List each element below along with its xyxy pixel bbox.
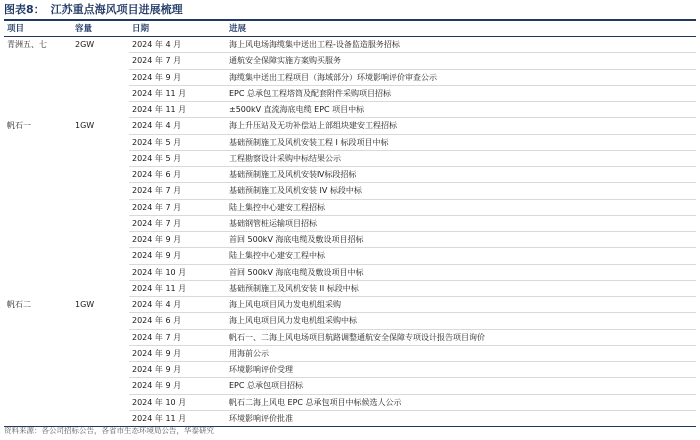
header-capacity: 容量: [72, 20, 129, 37]
cell-capacity: [72, 232, 129, 248]
cell-date: 2024 年 6 月: [129, 313, 226, 329]
cell-progress: EPC 总承包项目招标: [226, 378, 696, 394]
table-row: [4, 329, 696, 345]
cell-progress: 海上风电场海缆集中送出工程-设备监造服务招标: [226, 37, 696, 53]
cell-capacity: [72, 280, 129, 296]
cell-capacity: [72, 313, 129, 329]
header-progress: 进展: [226, 20, 696, 37]
figure-title-text: 江苏重点海风项目进展梳理: [50, 3, 183, 16]
cell-project-name: [4, 394, 72, 410]
header-name: 项目: [4, 20, 72, 37]
cell-project-name: [4, 362, 72, 378]
cell-date: 2024 年 7 月: [129, 199, 226, 215]
cell-progress: 首回 500kV 海底电缆及敷设项目中标: [226, 264, 696, 280]
cell-capacity: [72, 199, 129, 215]
cell-date: 2024 年 10 月: [129, 394, 226, 410]
table-row: [4, 167, 696, 183]
cell-progress: 基础预制施工及风机安装Ⅳ标段招标: [226, 167, 696, 183]
cell-progress: ±500kV 直流海底电缆 EPC 项目中标: [226, 102, 696, 118]
table-row: [4, 85, 696, 101]
cell-date: 2024 年 9 月: [129, 232, 226, 248]
cell-capacity: [72, 183, 129, 199]
cell-capacity: [72, 150, 129, 166]
cell-capacity: 1GW: [72, 118, 129, 134]
cell-capacity: [72, 378, 129, 394]
cell-project-name: [4, 378, 72, 394]
cell-capacity: [72, 248, 129, 264]
cell-capacity: [72, 167, 129, 183]
cell-progress: 陆上集控中心建安工程中标: [226, 248, 696, 264]
cell-project-name: [4, 248, 72, 264]
cell-progress: 基础钢管桩运输项目招标: [226, 215, 696, 231]
cell-date: 2024 年 9 月: [129, 69, 226, 85]
table-row: [4, 345, 696, 361]
cell-date: 2024 年 9 月: [129, 345, 226, 361]
table-row: [4, 313, 696, 329]
table-row: [4, 297, 696, 313]
cell-date: 2024 年 7 月: [129, 329, 226, 345]
table-row: [4, 134, 696, 150]
table-row: [4, 264, 696, 280]
cell-date: 2024 年 6 月: [129, 167, 226, 183]
cell-progress: 陆上集控中心建安工程招标: [226, 199, 696, 215]
cell-capacity: 2GW: [72, 37, 129, 53]
cell-progress: 基础预制施工及风机安装 IV 标段中标: [226, 183, 696, 199]
cell-project-name: 青洲五、七: [4, 37, 72, 53]
cell-progress: 首回 500kV 海底电缆及敷设项目招标: [226, 232, 696, 248]
cell-capacity: 1GW: [72, 297, 129, 313]
cell-capacity: [72, 345, 129, 361]
cell-date: 2024 年 11 月: [129, 410, 226, 426]
cell-capacity: [72, 102, 129, 118]
cell-project-name: [4, 232, 72, 248]
cell-progress: 基础预制施工及风机安装 II 标段中标: [226, 280, 696, 296]
table-row: [4, 248, 696, 264]
project-table: [4, 20, 696, 427]
table-row: [4, 280, 696, 296]
cell-progress: 帆石一、二海上风电场项目航路调整通航安全保障专项设计报告项目询价: [226, 329, 696, 345]
cell-progress: 用海前公示: [226, 345, 696, 361]
table-row: [4, 102, 696, 118]
cell-project-name: [4, 53, 72, 69]
cell-date: 2024 年 7 月: [129, 183, 226, 199]
cell-project-name: [4, 183, 72, 199]
cell-project-name: [4, 215, 72, 231]
cell-progress: 环境影响评价批准: [226, 410, 696, 426]
cell-project-name: [4, 264, 72, 280]
table-body: [4, 37, 696, 427]
figure-label: 图表8：: [4, 3, 45, 16]
cell-capacity: [72, 53, 129, 69]
cell-progress: EPC 总承包工程塔筒及配套附件采购项目招标: [226, 85, 696, 101]
cell-date: 2024 年 7 月: [129, 215, 226, 231]
cell-project-name: [4, 85, 72, 101]
table-row: [4, 69, 696, 85]
cell-project-name: [4, 167, 72, 183]
cell-date: 2024 年 11 月: [129, 102, 226, 118]
cell-capacity: [72, 215, 129, 231]
table-row: [4, 37, 696, 53]
table-header-row: [4, 20, 696, 37]
cell-date: 2024 年 9 月: [129, 362, 226, 378]
cell-progress: 工程勘察设计采购中标结果公示: [226, 150, 696, 166]
figure-title: [4, 2, 696, 21]
cell-progress: 帆石二海上风电 EPC 总承包项目中标候选人公示: [226, 394, 696, 410]
cell-project-name: [4, 199, 72, 215]
cell-progress: 海上风电项目风力发电机组采购: [226, 297, 696, 313]
cell-project-name: [4, 134, 72, 150]
source-note: 资料来源：各公司招标公告，各省市生态环境局公告，华泰研究: [4, 426, 214, 435]
cell-date: 2024 年 4 月: [129, 118, 226, 134]
table-row: [4, 362, 696, 378]
cell-date: 2024 年 9 月: [129, 378, 226, 394]
cell-date: 2024 年 9 月: [129, 248, 226, 264]
cell-date: 2024 年 11 月: [129, 280, 226, 296]
table-row: [4, 215, 696, 231]
cell-date: 2024 年 10 月: [129, 264, 226, 280]
cell-progress: 海上升压站及无功补偿站上部组块建安工程招标: [226, 118, 696, 134]
cell-project-name: [4, 345, 72, 361]
table-row: [4, 199, 696, 215]
cell-progress: 海上风电项目风力发电机组采购中标: [226, 313, 696, 329]
cell-project-name: [4, 69, 72, 85]
cell-capacity: [72, 134, 129, 150]
table-row: [4, 118, 696, 134]
table-row: [4, 53, 696, 69]
table-row: [4, 394, 696, 410]
cell-capacity: [72, 394, 129, 410]
cell-capacity: [72, 264, 129, 280]
cell-date: 2024 年 4 月: [129, 297, 226, 313]
table-row: [4, 378, 696, 394]
cell-progress: 基础预制施工及风机安装工程 I 标段项目中标: [226, 134, 696, 150]
cell-project-name: [4, 313, 72, 329]
cell-date: 2024 年 7 月: [129, 53, 226, 69]
cell-progress: 通航安全保障实施方案购买服务: [226, 53, 696, 69]
cell-date: 2024 年 11 月: [129, 85, 226, 101]
table-row: [4, 150, 696, 166]
cell-capacity: [72, 362, 129, 378]
cell-project-name: [4, 150, 72, 166]
cell-project-name: 帆石二: [4, 297, 72, 313]
cell-progress: 环境影响评价受理: [226, 362, 696, 378]
cell-project-name: [4, 329, 72, 345]
cell-date: 2024 年 5 月: [129, 150, 226, 166]
cell-project-name: 帆石一: [4, 118, 72, 134]
cell-date: 2024 年 5 月: [129, 134, 226, 150]
cell-project-name: [4, 102, 72, 118]
table-row: [4, 232, 696, 248]
table-row: [4, 183, 696, 199]
cell-date: 2024 年 4 月: [129, 37, 226, 53]
cell-capacity: [72, 329, 129, 345]
cell-project-name: [4, 280, 72, 296]
header-date: 日期: [129, 20, 226, 37]
cell-capacity: [72, 69, 129, 85]
cell-capacity: [72, 85, 129, 101]
cell-progress: 海缆集中送出工程项目（海域部分）环境影响评价审查公示: [226, 69, 696, 85]
